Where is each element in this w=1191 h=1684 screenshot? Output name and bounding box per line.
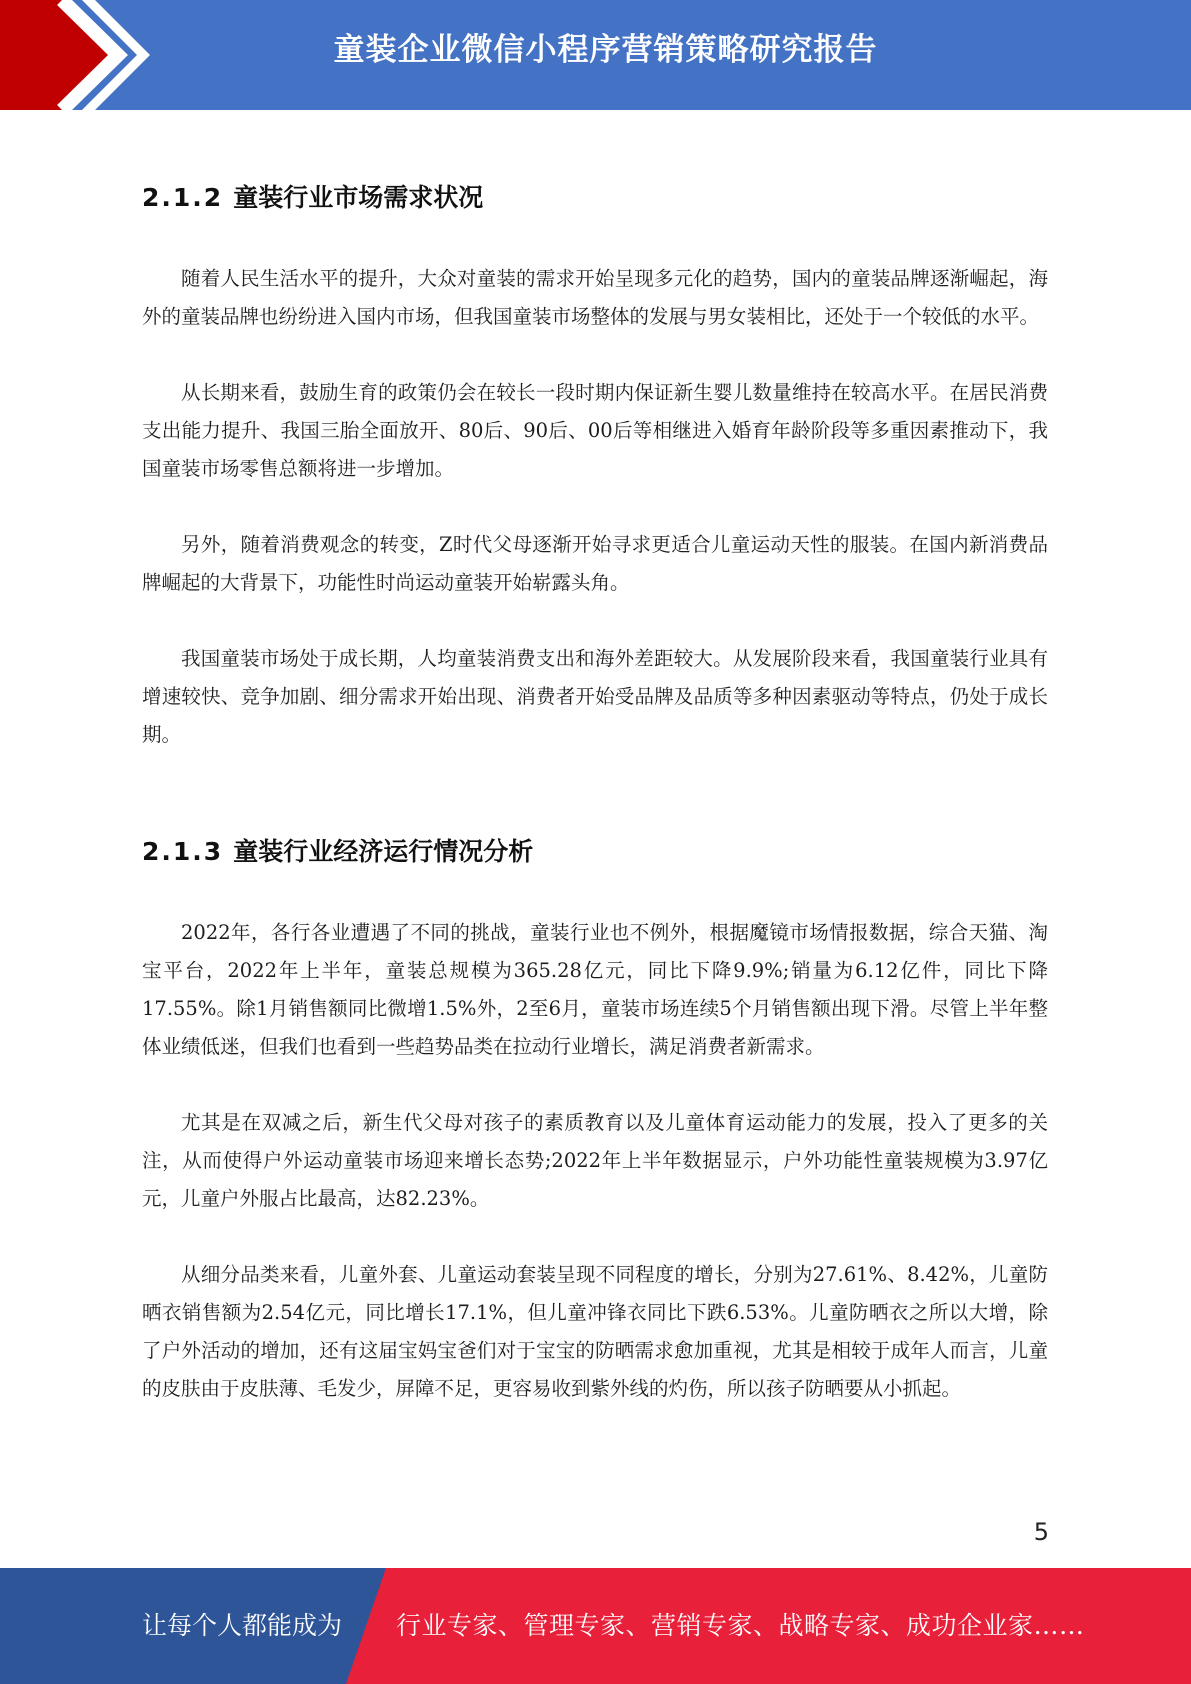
paragraph: 从长期来看，鼓励生育的政策仍会在较长一段时期内保证新生婴儿数量维持在较高水平。在居民消费支出能力提升、我国三胎全面放开、80后、90后、00后等相继进入婚育年龄阶段等多重因素推动下，我国童装市场零售总额将进一步增加。 [142,381,1048,480]
page-content [142,160,1048,1408]
footer-slogan-right: 行业专家、管理专家、营销专家、战略专家、成功企业家…… [396,1611,1085,1640]
section-heading-2-1-2 [142,172,1048,224]
page-footer [0,1568,1191,1684]
section-number: 2.1.2 [142,183,224,212]
section-title: 童装行业经济运行情况分析 [233,837,534,866]
paragraph: 另外，随着消费观念的转变，Z时代父母逐渐开始寻求更适合儿童运动天性的服装。在国内新消费品牌崛起的大背景下，功能性时尚运动童装开始崭露头角。 [142,533,1048,594]
paragraph: 2022年，各行各业遭遇了不同的挑战，童装行业也不例外，根据魔镜市场情报数据，综合天猫、淘宝平台，2022年上半年，童装总规模为365.28亿元，同比下降9.9%;销量为6.12亿件，同比下降17.55%。除1月销售额同比微增1.5%外，2至6月，童装市场连续5个月销售额出现下滑。尽管上半年整体业绩低迷，但我们也看到一些趋势品类在拉动行业增长，满足消费者新需求。 [142,921,1048,1058]
page-header [0,0,1191,110]
section-heading-2-1-3 [142,826,1048,878]
section-number: 2.1.3 [142,837,224,866]
footer-slogan-left: 让每个人都能成为 [142,1611,343,1640]
paragraph: 我国童装市场处于成长期，人均童装消费支出和海外差距较大。从发展阶段来看，我国童装行业具有增速较快、竞争加剧、细分需求开始出现、消费者开始受品牌及品质等多种因素驱动等特点，仍处于成长期。 [142,647,1048,746]
page-number: 5 [1033,1518,1049,1546]
section-title: 童装行业市场需求状况 [233,183,484,212]
paragraph: 随着人民生活水平的提升，大众对童装的需求开始呈现多元化的趋势，国内的童装品牌逐渐崛起，海外的童装品牌也纷纷进入国内市场，但我国童装市场整体的发展与男女装相比，还处于一个较低的水平。 [142,267,1048,328]
report-title: 童装企业微信小程序营销策略研究报告 [333,32,878,68]
paragraph: 尤其是在双减之后，新生代父母对孩子的素质教育以及儿童体育运动能力的发展，投入了更多的关注，从而使得户外运动童装市场迎来增长态势;2022年上半年数据显示，户外功能性童装规模为3.97亿元，儿童户外服占比最高，达82.23%。 [142,1111,1048,1210]
paragraph: 从细分品类来看，儿童外套、儿童运动套装呈现不同程度的增长，分别为27.61%、8.42%，儿童防晒衣销售额为2.54亿元，同比增长17.1%，但儿童冲锋衣同比下跌6.53%。儿童防晒衣之所以大增，除了户外活动的增加，还有这届宝妈宝爸们对于宝宝的防晒需求愈加重视，尤其是相较于成年人而言，儿童的皮肤由于皮肤薄、毛发少，屏障不足，更容易收到紫外线的灼伤，所以孩子防晒要从小抓起。 [142,1263,1048,1400]
